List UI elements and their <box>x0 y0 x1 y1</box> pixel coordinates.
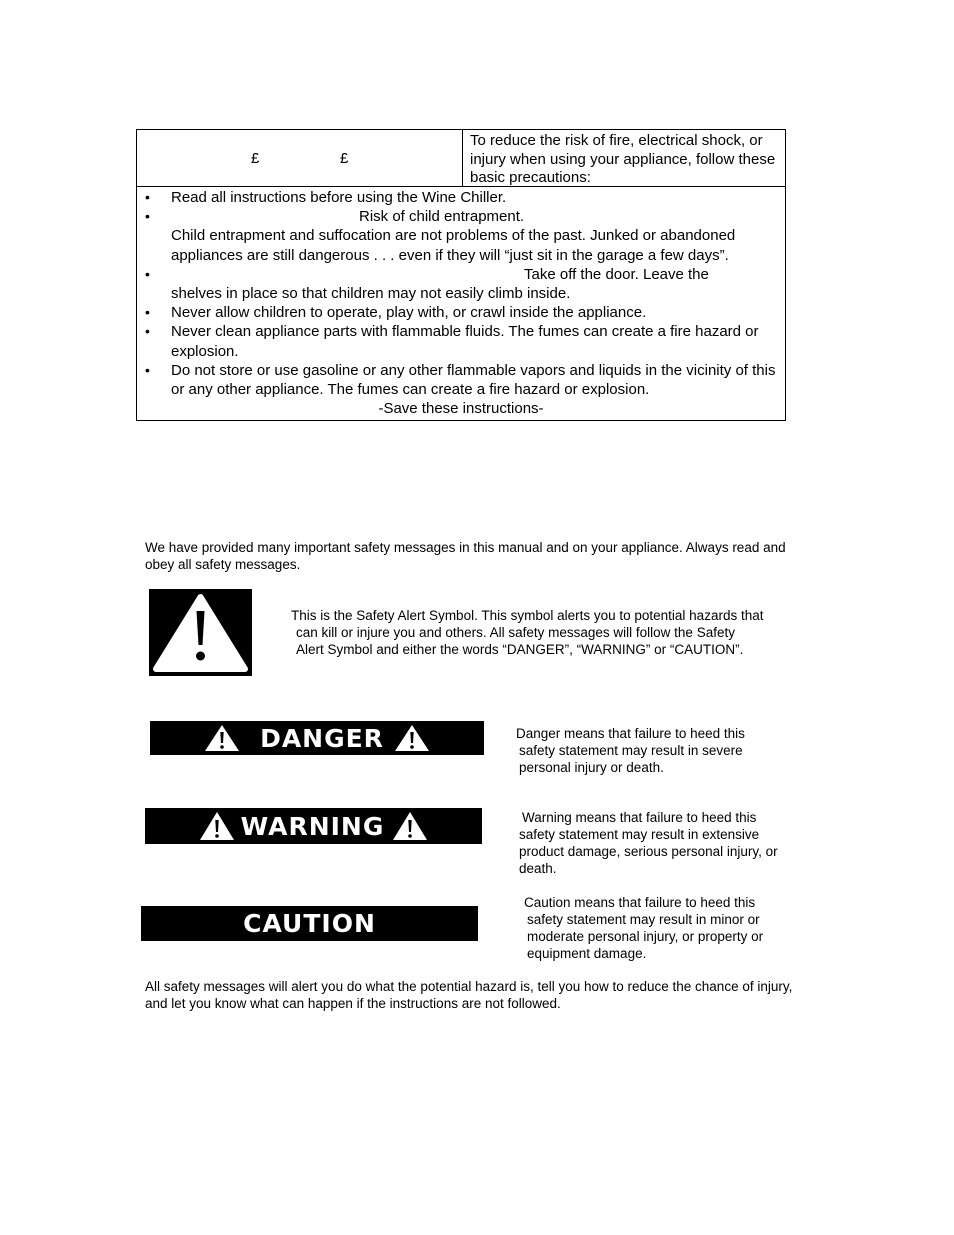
warning-triangle-icon <box>199 811 235 841</box>
bullet-icon: • <box>145 361 150 378</box>
caution-sign <box>141 906 478 941</box>
heading-mark: £ <box>251 150 260 167</box>
text-line: Warning means that failure to heed this <box>522 810 757 825</box>
precautions-body <box>137 187 785 420</box>
text-line: can kill or injure you and others. All safety messages will follow the Safety <box>296 625 735 640</box>
list-item <box>137 361 785 399</box>
text-line: safety statement may result in severe <box>519 743 743 758</box>
heading-mark: £ <box>340 150 349 167</box>
text-line: equipment damage. <box>527 946 647 961</box>
caution-description <box>524 894 804 962</box>
text-line: Alert Symbol and either the words “DANGER”, “WARNING” or “CAUTION”. <box>296 642 744 657</box>
list-item-text: Never allow children to operate, play with, or crawl inside the appliance. <box>171 304 647 322</box>
safety-intro: We have provided many important safety messages in this manual and on your appliance. Always read and obey all safety messages. <box>145 540 786 572</box>
bullet-icon: • <box>145 208 150 225</box>
text-line: death. <box>519 861 557 876</box>
bullet-icon: • <box>145 265 150 282</box>
danger-description <box>516 725 786 776</box>
precautions-list <box>137 188 785 399</box>
text-line: This is the Safety Alert Symbol. This symbol alerts you to potential hazards that <box>291 608 764 623</box>
danger-label: DANGER <box>260 723 384 753</box>
bullet-icon: • <box>145 189 150 205</box>
warning-label: WARNING <box>240 811 385 841</box>
list-item-text: Do not store or use gasoline or any other flammable vapors and liquids in the vicinity of this or any other appliance. The fumes can create a fire hazard or explosion. <box>171 361 776 399</box>
list-item-text: Read all instructions before using the Wine Chiller. <box>171 189 507 206</box>
alert-symbol-description <box>291 607 821 658</box>
list-item <box>137 188 785 207</box>
caution-label: CAUTION <box>243 909 376 938</box>
warning-triangle-icon <box>392 811 428 841</box>
bullet-icon: • <box>145 304 150 321</box>
precautions-header-row <box>137 130 785 187</box>
safety-alert-symbol-icon <box>149 589 252 676</box>
precautions-heading-cell <box>137 130 463 186</box>
list-item <box>137 303 785 322</box>
text-line: moderate personal injury, or property or <box>527 929 764 944</box>
list-item <box>137 322 785 360</box>
save-instructions-note: -Save these instructions- <box>378 400 544 418</box>
warning-triangle-icon <box>394 724 430 752</box>
safety-closing-note: All safety messages will alert you do what the potential hazard is, tell you how to reduce the chance of injury, and let you know what can happen if the instructions are not followed. <box>145 979 793 1011</box>
text-line: Caution means that failure to heed this <box>524 895 756 910</box>
text-line: safety statement may result in extensive <box>519 827 760 842</box>
warning-description <box>519 809 819 877</box>
list-item-text: Take off the door. Leave the <box>524 265 709 283</box>
precautions-table <box>136 129 786 421</box>
text-line: personal injury or death. <box>519 760 664 775</box>
list-item-text: Never clean appliance parts with flammable fluids. The fumes can create a fire hazard or explosion. <box>171 323 759 360</box>
list-item-continuation: shelves in place so that children may not easily climb inside. <box>171 285 571 303</box>
list-item <box>137 207 785 265</box>
text-line: product damage, serious personal injury, or <box>519 844 778 859</box>
text-line: Danger means that failure to heed this <box>516 726 745 741</box>
danger-sign <box>150 721 484 755</box>
list-item-continuation: Child entrapment and suffocation are not problems of the past. Junked or abandoned appliances are still dangerous . . . even if they will “just sit in the garage a few days”. <box>171 227 736 264</box>
list-item-text: Risk of child entrapment. <box>359 208 525 226</box>
warning-triangle-icon <box>204 724 240 752</box>
bullet-icon: • <box>145 323 150 340</box>
text-line: safety statement may result in minor or <box>527 912 760 927</box>
warning-sign <box>145 808 482 844</box>
list-item <box>137 265 785 303</box>
precautions-intro: To reduce the risk of fire, electrical shock, or injury when using your appliance, follow these basic precautions: <box>470 132 776 186</box>
